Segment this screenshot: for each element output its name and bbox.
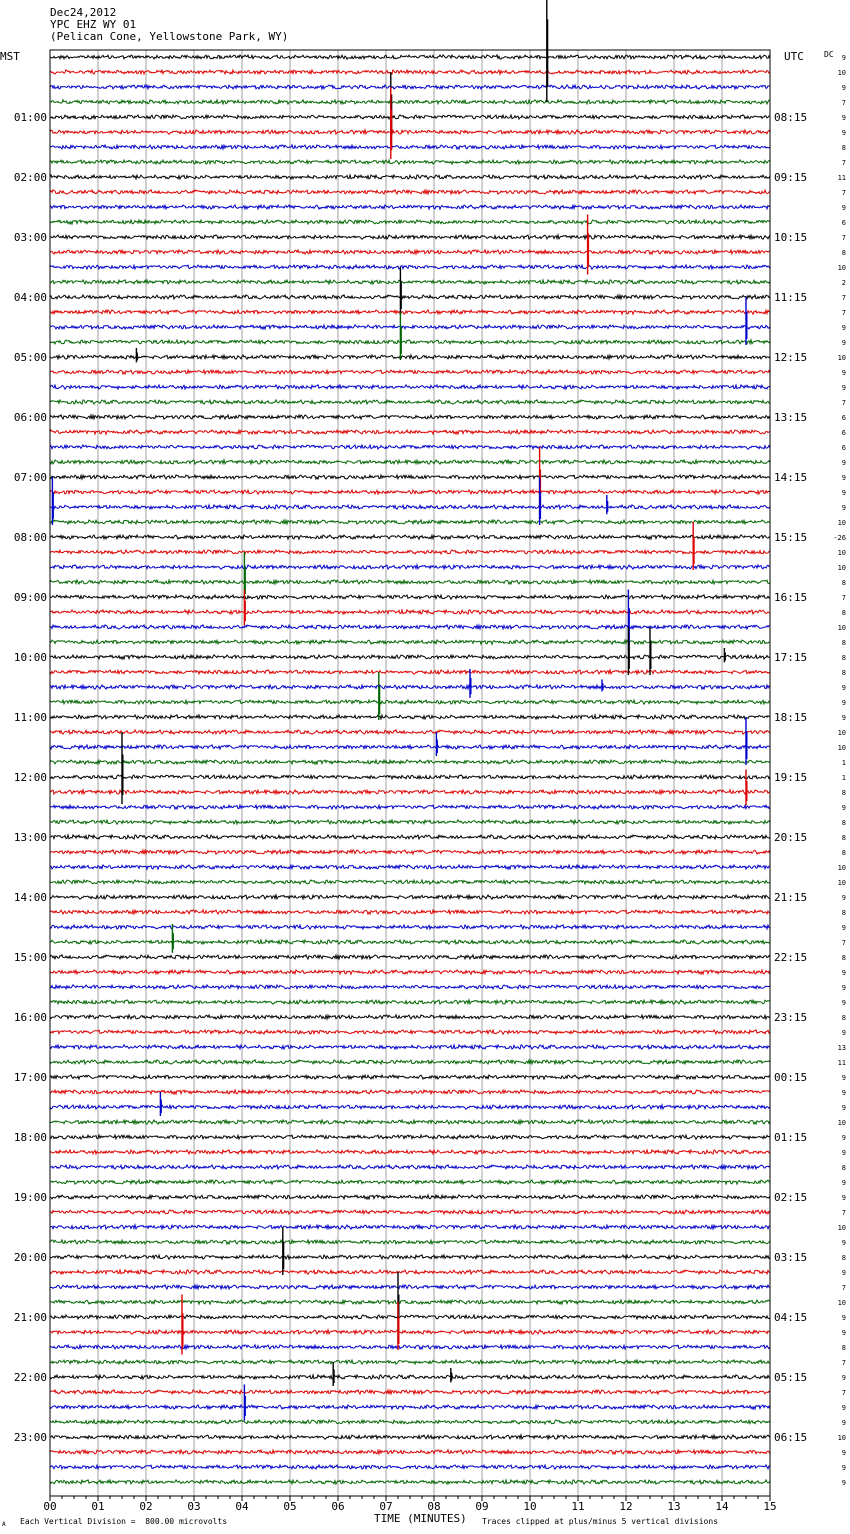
dc-offset-6: 8 — [841, 144, 846, 152]
left-hour-label-10: 11:00 — [13, 711, 47, 724]
trace-71 — [50, 1120, 770, 1124]
dc-label: DC — [824, 50, 834, 59]
right-hour-label-19: 03:15 — [774, 1251, 808, 1264]
dc-offset-35: 8 — [841, 579, 846, 587]
dc-offset-27: 9 — [841, 459, 846, 467]
axis-labels — [14, 54, 846, 1513]
left-hour-label-7: 08:00 — [13, 531, 47, 544]
trace-74 — [50, 1165, 770, 1169]
dc-offset-15: 2 — [841, 279, 846, 287]
dc-offset-85: 9 — [841, 1329, 846, 1337]
chart-location: (Pelican Cone, Yellowstone Park, WY) — [50, 30, 289, 43]
trace-67 — [50, 1060, 770, 1064]
dc-offset-68: 9 — [841, 1074, 846, 1082]
trace-15 — [50, 280, 770, 284]
trace-69 — [50, 1090, 770, 1094]
dc-offset-37: 8 — [841, 609, 846, 617]
dc-offset-45: 10 — [837, 729, 846, 737]
right-hour-label-17: 01:15 — [774, 1131, 808, 1144]
x-tick-label-4: 04 — [235, 1500, 249, 1513]
dc-offset-76: 9 — [841, 1194, 846, 1202]
dc-offset-16: 7 — [841, 294, 846, 302]
x-tick-label-14: 14 — [715, 1500, 729, 1513]
left-hour-label-22: 23:00 — [13, 1431, 47, 1444]
dc-offset-18: 9 — [841, 324, 846, 332]
dc-offset-24: 6 — [841, 414, 846, 422]
dc-offset-20: 10 — [837, 354, 846, 362]
trace-23 — [50, 400, 770, 404]
dc-offset-54: 10 — [837, 864, 846, 872]
trace-59 — [50, 940, 770, 944]
dc-offset-55: 10 — [837, 879, 846, 887]
left-hour-label-20: 21:00 — [13, 1311, 47, 1324]
trace-92 — [50, 1435, 770, 1439]
trace-16 — [50, 295, 770, 299]
trace-77 — [50, 1210, 770, 1214]
trace-81 — [50, 1270, 770, 1274]
dc-offset-8: 11 — [837, 174, 846, 182]
dc-offset-25: 6 — [841, 429, 846, 437]
trace-41 — [50, 670, 770, 674]
left-hour-label-11: 12:00 — [13, 771, 47, 784]
left-hour-label-9: 10:00 — [13, 651, 47, 664]
dc-offset-67: 11 — [837, 1059, 846, 1067]
trace-17 — [50, 310, 770, 314]
right-hour-label-20: 04:15 — [774, 1311, 808, 1324]
dc-offset-26: 6 — [841, 444, 846, 452]
dc-offset-33: 10 — [837, 549, 846, 557]
dc-offset-90: 9 — [841, 1404, 846, 1412]
trace-63 — [50, 1000, 770, 1004]
dc-offset-70: 9 — [841, 1104, 846, 1112]
dc-offset-7: 7 — [841, 159, 846, 167]
dc-offset-75: 9 — [841, 1179, 846, 1187]
trace-12 — [50, 235, 770, 239]
trace-58 — [50, 925, 770, 929]
trace-38 — [50, 625, 770, 629]
trace-94 — [50, 1465, 770, 1469]
dc-offset-44: 9 — [841, 714, 846, 722]
x-tick-label-6: 06 — [331, 1500, 345, 1513]
dc-offset-32: -26 — [833, 534, 846, 542]
trace-20 — [50, 355, 770, 359]
trace-14 — [50, 265, 770, 269]
trace-43 — [50, 700, 770, 704]
x-tick-label-9: 09 — [475, 1500, 489, 1513]
trace-10 — [50, 205, 770, 209]
trace-45 — [50, 730, 770, 734]
trace-35 — [50, 580, 770, 584]
right-hour-label-7: 15:15 — [774, 531, 808, 544]
trace-95 — [50, 1480, 770, 1484]
trace-79 — [50, 1240, 770, 1244]
dc-offset-79: 9 — [841, 1239, 846, 1247]
left-hour-label-15: 16:00 — [13, 1011, 47, 1024]
dc-offset-41: 8 — [841, 669, 846, 677]
right-hour-label-15: 23:15 — [774, 1011, 808, 1024]
dc-offset-84: 9 — [841, 1314, 846, 1322]
right-hour-label-2: 10:15 — [774, 231, 808, 244]
trace-32 — [50, 535, 770, 539]
trace-18 — [50, 325, 770, 329]
right-hour-label-5: 13:15 — [774, 411, 808, 424]
dc-offset-89: 7 — [841, 1389, 846, 1397]
trace-65 — [50, 1030, 770, 1034]
trace-72 — [50, 1135, 770, 1139]
dc-offset-9: 7 — [841, 189, 846, 197]
dc-offset-0: 9 — [841, 54, 846, 62]
dc-offset-58: 9 — [841, 924, 846, 932]
trace-66 — [50, 1045, 770, 1049]
x-tick-label-0: 00 — [43, 1500, 57, 1513]
left-hour-label-2: 03:00 — [13, 231, 47, 244]
dc-offset-59: 7 — [841, 939, 846, 947]
dc-offset-31: 10 — [837, 519, 846, 527]
trace-7 — [50, 160, 770, 164]
left-hour-label-19: 20:00 — [13, 1251, 47, 1264]
trace-30 — [50, 505, 770, 509]
left-hour-label-4: 05:00 — [13, 351, 47, 364]
trace-26 — [50, 445, 770, 449]
trace-91 — [50, 1420, 770, 1424]
x-tick-label-8: 08 — [427, 1500, 441, 1513]
x-tick-label-2: 02 — [139, 1500, 153, 1513]
trace-87 — [50, 1360, 770, 1364]
dc-offset-78: 10 — [837, 1224, 846, 1232]
trace-40 — [50, 655, 770, 659]
left-hour-label-16: 17:00 — [13, 1071, 47, 1084]
trace-62 — [50, 985, 770, 989]
trace-21 — [50, 370, 770, 374]
dc-offset-12: 7 — [841, 234, 846, 242]
trace-2 — [50, 85, 770, 89]
dc-offset-49: 8 — [841, 789, 846, 797]
right-hour-label-11: 19:15 — [774, 771, 808, 784]
trace-50 — [50, 805, 770, 809]
right-hour-label-6: 14:15 — [774, 471, 808, 484]
dc-offset-10: 9 — [841, 204, 846, 212]
x-tick-label-11: 11 — [571, 1500, 585, 1513]
right-hour-label-16: 00:15 — [774, 1071, 808, 1084]
trace-89 — [50, 1390, 770, 1394]
dc-offset-11: 6 — [841, 219, 846, 227]
right-hour-label-22: 06:15 — [774, 1431, 808, 1444]
trace-57 — [50, 910, 770, 914]
x-tick-label-5: 05 — [283, 1500, 297, 1513]
x-tick-label-3: 03 — [187, 1500, 201, 1513]
trace-56 — [50, 895, 770, 899]
left-hour-label-17: 18:00 — [13, 1131, 47, 1144]
trace-33 — [50, 550, 770, 554]
dc-offset-28: 9 — [841, 474, 846, 482]
trace-4 — [50, 115, 770, 119]
trace-85 — [50, 1330, 770, 1334]
dc-offset-95: 9 — [841, 1479, 846, 1487]
chart-date: Dec24,2012 — [50, 6, 117, 19]
trace-51 — [50, 820, 770, 824]
trace-5 — [50, 130, 770, 134]
trace-6 — [50, 145, 770, 149]
trace-86 — [50, 1345, 770, 1349]
dc-offset-21: 9 — [841, 369, 846, 377]
dc-offset-43: 9 — [841, 699, 846, 707]
dc-offset-13: 8 — [841, 249, 846, 257]
right-hour-label-13: 21:15 — [774, 891, 808, 904]
dc-offset-22: 9 — [841, 384, 846, 392]
trace-88 — [50, 1375, 770, 1379]
trace-68 — [50, 1075, 770, 1079]
x-axis-title: TIME (MINUTES) — [374, 1512, 467, 1525]
dc-offset-92: 10 — [837, 1434, 846, 1442]
right-hour-label-3: 11:15 — [774, 291, 808, 304]
trace-34 — [50, 565, 770, 569]
left-hour-label-13: 14:00 — [13, 891, 47, 904]
trace-37 — [50, 610, 770, 614]
dc-offset-65: 9 — [841, 1029, 846, 1037]
right-hour-label-8: 16:15 — [774, 591, 808, 604]
dc-offset-86: 8 — [841, 1344, 846, 1352]
trace-80 — [50, 1255, 770, 1259]
dc-offset-40: 8 — [841, 654, 846, 662]
corner-mark: A — [2, 1521, 6, 1528]
left-hour-label-1: 02:00 — [13, 171, 47, 184]
dc-offset-80: 8 — [841, 1254, 846, 1262]
dc-offset-14: 10 — [837, 264, 846, 272]
right-hour-label-12: 20:15 — [774, 831, 808, 844]
dc-offset-93: 9 — [841, 1449, 846, 1457]
dc-offset-73: 9 — [841, 1149, 846, 1157]
right-hour-label-14: 22:15 — [774, 951, 808, 964]
x-tick-label-15: 15 — [763, 1500, 777, 1513]
dc-offset-3: 7 — [841, 99, 846, 107]
dc-offset-23: 7 — [841, 399, 846, 407]
left-hour-label-0: 01:00 — [13, 111, 47, 124]
dc-offset-63: 9 — [841, 999, 846, 1007]
trace-49 — [50, 790, 770, 794]
dc-offset-5: 9 — [841, 129, 846, 137]
dc-offset-60: 8 — [841, 954, 846, 962]
right-hour-label-0: 08:15 — [774, 111, 808, 124]
dc-offset-17: 7 — [841, 309, 846, 317]
dc-offset-4: 9 — [841, 114, 846, 122]
dc-offset-94: 9 — [841, 1464, 846, 1472]
dc-offset-51: 8 — [841, 819, 846, 827]
dc-offset-74: 8 — [841, 1164, 846, 1172]
dc-offset-91: 9 — [841, 1419, 846, 1427]
x-tick-label-10: 10 — [523, 1500, 537, 1513]
trace-36 — [50, 595, 770, 599]
scale-note: Each Vertical Division = 800.00 microvolts — [20, 1517, 228, 1526]
trace-13 — [50, 250, 770, 254]
trace-8 — [50, 175, 770, 179]
left-timezone-label: MST — [0, 50, 20, 63]
trace-75 — [50, 1180, 770, 1184]
x-tick-label-1: 01 — [91, 1500, 105, 1513]
trace-64 — [50, 1015, 770, 1019]
trace-82 — [50, 1285, 770, 1289]
trace-1 — [50, 70, 770, 74]
trace-3 — [50, 100, 770, 104]
dc-offset-52: 8 — [841, 834, 846, 842]
dc-offset-30: 9 — [841, 504, 846, 512]
dc-offset-71: 10 — [837, 1119, 846, 1127]
trace-27 — [50, 460, 770, 464]
trace-54 — [50, 865, 770, 869]
dc-offset-48: 1 — [841, 774, 846, 782]
x-tick-label-13: 13 — [667, 1500, 681, 1513]
dc-offset-57: 8 — [841, 909, 846, 917]
trace-90 — [50, 1405, 770, 1409]
dc-offset-50: 9 — [841, 804, 846, 812]
trace-61 — [50, 970, 770, 974]
dc-offset-46: 10 — [837, 744, 846, 752]
left-hour-label-12: 13:00 — [13, 831, 47, 844]
dc-offset-77: 7 — [841, 1209, 846, 1217]
left-hour-label-14: 15:00 — [13, 951, 47, 964]
dc-offset-53: 8 — [841, 849, 846, 857]
dc-offset-64: 8 — [841, 1014, 846, 1022]
dc-offset-88: 9 — [841, 1374, 846, 1382]
trace-52 — [50, 835, 770, 839]
trace-22 — [50, 385, 770, 389]
trace-42 — [50, 685, 770, 689]
trace-39 — [50, 640, 770, 644]
trace-44 — [50, 715, 770, 719]
trace-93 — [50, 1450, 770, 1454]
right-hour-label-4: 12:15 — [774, 351, 808, 364]
right-hour-label-9: 17:15 — [774, 651, 808, 664]
dc-offset-62: 9 — [841, 984, 846, 992]
trace-73 — [50, 1150, 770, 1154]
clip-note: Traces clipped at plus/minus 5 vertical divisions — [482, 1517, 719, 1526]
right-hour-label-18: 02:15 — [774, 1191, 808, 1204]
trace-70 — [50, 1105, 770, 1109]
trace-46 — [50, 745, 770, 749]
trace-19 — [50, 340, 770, 344]
trace-29 — [50, 490, 770, 494]
trace-31 — [50, 520, 770, 524]
dc-offset-81: 9 — [841, 1269, 846, 1277]
left-hour-label-21: 22:00 — [13, 1371, 47, 1384]
trace-55 — [50, 880, 770, 884]
dc-offset-38: 10 — [837, 624, 846, 632]
left-hour-label-8: 09:00 — [13, 591, 47, 604]
dc-offset-56: 9 — [841, 894, 846, 902]
dc-offset-72: 9 — [841, 1134, 846, 1142]
trace-48 — [50, 775, 770, 779]
dc-offset-87: 7 — [841, 1359, 846, 1367]
trace-60 — [50, 955, 770, 959]
trace-24 — [50, 415, 770, 419]
dc-offset-66: 13 — [837, 1044, 846, 1052]
left-hour-label-6: 07:00 — [13, 471, 47, 484]
right-hour-label-21: 05:15 — [774, 1371, 808, 1384]
trace-83 — [50, 1300, 770, 1304]
left-hour-label-3: 04:00 — [13, 291, 47, 304]
right-hour-label-1: 09:15 — [774, 171, 808, 184]
dc-offset-61: 9 — [841, 969, 846, 977]
dc-offset-83: 10 — [837, 1299, 846, 1307]
dc-offset-34: 10 — [837, 564, 846, 572]
dc-offset-47: 1 — [841, 759, 846, 767]
trace-84 — [50, 1315, 770, 1319]
dc-offset-19: 9 — [841, 339, 846, 347]
trace-11 — [50, 220, 770, 224]
trace-47 — [50, 760, 770, 764]
trace-25 — [50, 430, 770, 434]
dc-offset-69: 9 — [841, 1089, 846, 1097]
trace-53 — [50, 850, 770, 854]
dc-offset-1: 10 — [837, 69, 846, 77]
left-hour-label-5: 06:00 — [13, 411, 47, 424]
dc-offset-42: 9 — [841, 684, 846, 692]
seismic-events — [52, 0, 747, 1421]
dc-offset-82: 7 — [841, 1284, 846, 1292]
dc-offset-36: 7 — [841, 594, 846, 602]
trace-78 — [50, 1225, 770, 1229]
x-tick-label-12: 12 — [619, 1500, 633, 1513]
trace-28 — [50, 475, 770, 479]
right-hour-label-10: 18:15 — [774, 711, 808, 724]
chart-station: YPC EHZ WY 01 — [50, 18, 137, 31]
dc-offset-29: 9 — [841, 489, 846, 497]
dc-offset-2: 9 — [841, 84, 846, 92]
trace-0 — [50, 55, 770, 59]
right-timezone-label: UTC — [784, 50, 804, 63]
x-tick-label-7: 07 — [379, 1500, 393, 1513]
left-hour-label-18: 19:00 — [13, 1191, 47, 1204]
trace-76 — [50, 1195, 770, 1199]
dc-offset-39: 8 — [841, 639, 846, 647]
trace-9 — [50, 190, 770, 194]
seismic-traces — [50, 55, 770, 1484]
